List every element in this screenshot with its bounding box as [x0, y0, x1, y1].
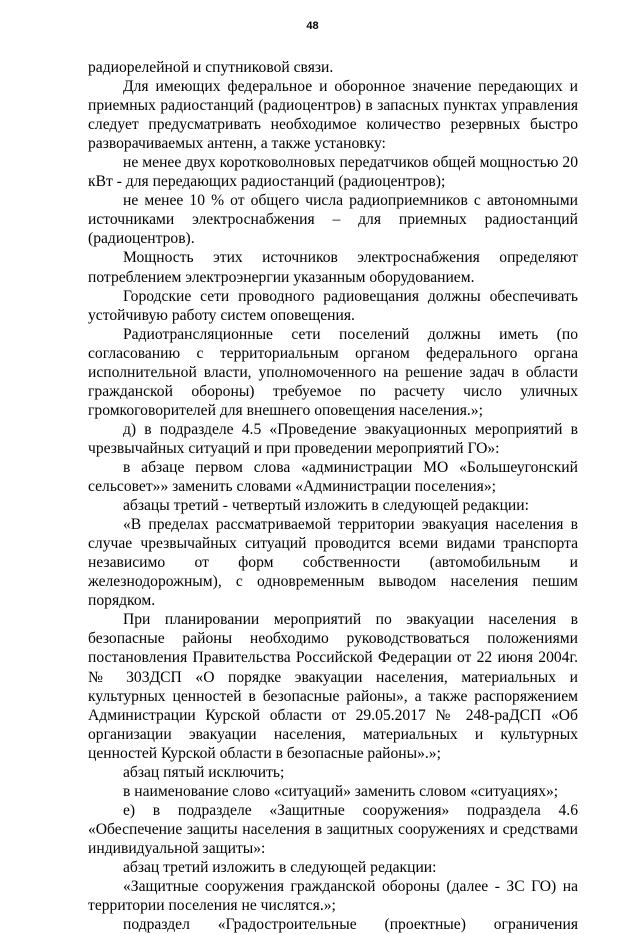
- paragraph: Городские сети проводного радиовещания должны обеспечивать устойчивую работу систем оповещения.: [88, 287, 578, 324]
- paragraph: подраздел «Градостроительные (проектные) ограничения: [123, 916, 578, 934]
- paragraph: абзац пятый исключить;: [123, 763, 285, 781]
- paragraph: Мощность этих источников электроснабжения определяют потреблением электроэнергии указанным оборудованием.: [88, 249, 578, 286]
- paragraph: «Защитные сооружения гражданской обороны (далее - ЗС ГО) на территории поселения не числятся.»;: [88, 878, 578, 915]
- page-number: 48: [306, 20, 319, 32]
- paragraph: При планировании мероприятий по эвакуации населения в безопасные районы необходимо руководствоваться положениями постановления Правительства Российской Федерации от 22 июня 2004г. № 303ДСП «О порядке эвакуации населения, материальных и культурных ценностей в безопасные районы», а также распоряжением Администрации Курской области от 29.05.2017 № 248-раДСП «Об организации эвакуации населения, материальных и культурных ценностей Курской области в безопасные районы».»;: [88, 611, 578, 762]
- paragraph: Для имеющих федеральное и оборонное значение передающих и приемных радиостанций (радиоцентров) в запасных пунктах управления следует предусматривать необходимое количество резервных быстро разворачиваемых антенн, а также установку:: [88, 78, 578, 153]
- paragraph: «В пределах рассматриваемой территории эвакуация населения в случае чрезвычайных ситуаций проводится всеми видами транспорта независимо от форм собственности (автомобильным и железнодорожным), с одновременным выводом населения пешим порядком.: [88, 516, 578, 610]
- paragraph: Радиотрансляционные сети поселений должны иметь (по согласованию с территориальным органом федерального органа исполнительной власти, уполномоченного на решение задач в области гражданской обороны) требуемое по расчету число уличных громкоговорителей для внешнего оповещения населения.»;: [88, 325, 578, 419]
- paragraph: в абзаце первом слова «администрации МО «Большеугонский сельсовет»» заменить словами «Администрации поселения»;: [88, 458, 578, 496]
- paragraph: в наименование слово «ситуаций» заменить словом «ситуациях»;: [123, 782, 559, 800]
- paragraph: абзацы третий - четвертый изложить в следующей редакции:: [123, 497, 529, 515]
- paragraph: е) в подразделе «Защитные сооружения» подраздела 4.6 «Обеспечение защиты населения в защитных сооружениях и средствами индивидуальной защиты»:: [88, 801, 578, 857]
- paragraph: абзац третий изложить в следующей редакции:: [123, 858, 437, 876]
- paragraph: не менее двух коротковолновых передатчиков общей мощностью 20 кВт - для передающих радиостанций (радиоцентров);: [88, 154, 578, 191]
- paragraph: радиорелейной и спутниковой связи.: [88, 59, 334, 76]
- document-body: [88, 58, 578, 934]
- paragraph: не менее 10 % от общего числа радиоприемников с автономными источниками электроснабжения – для приемных радиостанций (радиоцентров).: [88, 192, 578, 248]
- paragraph: д) в подразделе 4.5 «Проведение эвакуационных мероприятий в чрезвычайных ситуаций и при проведении мероприятий ГО»:: [88, 420, 578, 457]
